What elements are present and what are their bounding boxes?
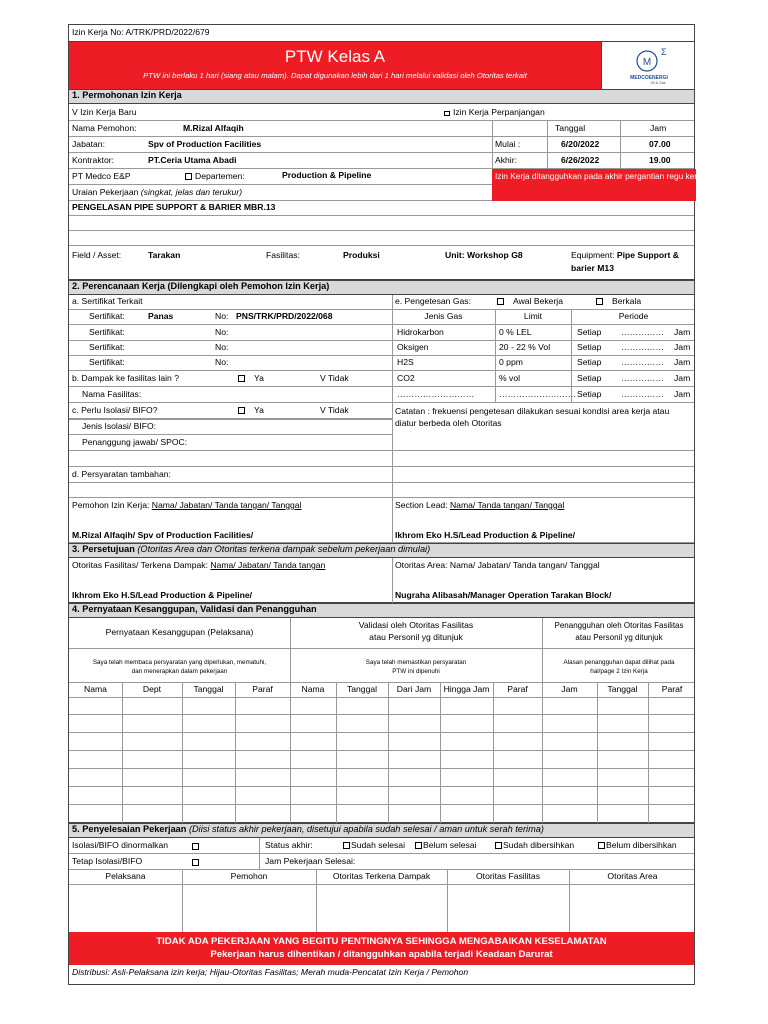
start-time: 07.00 [649, 139, 671, 149]
impact-yes-option[interactable] [238, 374, 264, 384]
gas-periodic-option[interactable] [596, 297, 641, 307]
isolation-fixed-label: Tetap Isolasi/BIFO [72, 856, 143, 866]
status-not-cleaned-option[interactable] [598, 841, 677, 851]
cert-no-label: No: [215, 327, 229, 337]
facility-authority-signature: Ikhrom Eko H.S/Lead Production & Pipeline/ [72, 590, 253, 600]
signoff-facility-authority: Otoritas Fasilitas [476, 871, 540, 881]
section-5-header [69, 823, 694, 838]
description-label-row [69, 185, 492, 201]
facility-authority-label: Otoritas Fasilitas/ Terkena Dampak: [72, 560, 208, 570]
status-not-done-option[interactable] [415, 841, 477, 851]
department-label: Departemen: [195, 171, 245, 181]
suspension-header: Penangguhan oleh Otoritas Fasilitas [554, 621, 684, 630]
gas-dots: …………… [621, 389, 664, 399]
end-label: Akhir: [495, 155, 517, 165]
title-banner [69, 42, 601, 89]
equipment-label: Equipment: [571, 250, 615, 260]
gas-start-label: Awal Bekerja [513, 296, 563, 306]
section-lead-format: Nama/ Tanda tangan/ Tanggal [449, 500, 565, 510]
cert-1-type: Panas [148, 311, 174, 321]
section-3-title: 3. Persetujuan [72, 544, 135, 554]
gas-every: Setiap [577, 327, 602, 337]
gas-every: Setiap [577, 373, 602, 383]
description-blank-2 [69, 231, 694, 246]
end-date: 6/26/2022 [561, 155, 600, 165]
logo-text: MEDCOENERGI [630, 75, 668, 81]
position-row [69, 137, 694, 153]
contractor-row [69, 153, 694, 169]
section-3-note: (Otoritas Area dan Otoritas terkena dampak sebelum pekerjaan dimulai) [137, 544, 431, 554]
suspension-header-2: atau Personil yg ditunjuk [575, 633, 663, 642]
cert-label: Sertifikat: [89, 311, 125, 321]
field-value: Tarakan [148, 250, 181, 260]
department-value: Production & Pipeline [282, 170, 372, 180]
gas-hours: Jam [674, 342, 691, 352]
gas-dots: …………… [621, 357, 664, 367]
pic-row [69, 435, 694, 451]
gas-name: CO2 [397, 373, 415, 383]
gas-limit: 0 % LEL [499, 327, 532, 337]
status-done-label: Sudah selesai [351, 840, 405, 850]
company-value: PT Medco E&P [72, 171, 131, 181]
finish-time-label: Jam Pekerjaan Selesai: [265, 856, 356, 866]
gas-name: H2S [397, 357, 414, 367]
approval-row [69, 558, 694, 603]
section-4-notes [69, 649, 694, 683]
unit-value: Unit: Workshop G8 [445, 250, 523, 260]
section-2-signatures [69, 498, 694, 543]
gas-every: Setiap [577, 389, 602, 399]
final-status-label: Status akhir: [265, 840, 313, 850]
facility-value: Produksi [343, 250, 380, 260]
gas-every: Setiap [577, 342, 602, 352]
yes-label: Ya [254, 405, 264, 415]
col-paraf: Paraf [252, 684, 273, 694]
extra-requirements-label: d. Persyaratan tambahan: [72, 469, 171, 479]
table-row [69, 733, 694, 751]
extra-requirements-row [69, 467, 694, 483]
validation-note: Saya telah memastikan persyaratan [365, 659, 467, 666]
safety-line-2: Pekerjaan harus dihentikan / ditangguhkan apabila terjadi Keadaan Darurat [210, 949, 553, 961]
equipment-value-2: barier M13 [571, 263, 614, 273]
area-authority-label: Otoritas Area: Nama/ Jabatan/ Tanda tangan/ Tanggal [395, 560, 600, 570]
signoff-applicant: Pemohon [230, 871, 268, 881]
department-option[interactable] [185, 172, 245, 182]
logo-subtext: Oil & Gas [650, 81, 666, 85]
contractor-value: PT.Ceria Utama Abadi [148, 155, 237, 165]
facility-name-label: Nama Fasilitas: [82, 389, 142, 399]
isolation-yes-option[interactable] [238, 406, 264, 416]
section-2-header [69, 280, 694, 295]
date-header: Tanggal [555, 123, 586, 133]
cert-header: a. Sertifikat Terkait [72, 296, 143, 306]
field-label: Field / Asset: [72, 250, 122, 260]
statement-header: Pernyataan Kesanggupan (Pelaksana) [105, 627, 254, 637]
applicant-sign-label: Pemohon Izin Kerja: [72, 500, 150, 510]
description-hint: (singkat, jelas dan terukur) [140, 187, 243, 197]
limit-header: Limit [523, 311, 543, 321]
status-cleaned-option[interactable] [495, 841, 574, 851]
facility-label: Fasilitas: [266, 250, 300, 260]
applicant-name: M.Rizal Alfaqih [183, 123, 244, 133]
section-1-header [69, 89, 694, 104]
permit-number: Izin Kerja No: A/TRK/PRD/2022/679 [72, 27, 210, 37]
cert-label: Sertifikat: [89, 342, 125, 352]
col-nama: Nama [301, 684, 325, 694]
company-row [69, 169, 492, 185]
gas-name: Hidrokarbon [397, 327, 444, 337]
safety-banner [69, 932, 694, 965]
yes-label: Ya [254, 373, 264, 383]
section-1-title: 1. Permohonan Izin Kerja [72, 90, 182, 100]
isolation-no-option[interactable]: V Tidak [320, 405, 349, 415]
gas-limit: ……………………… [499, 389, 577, 399]
gas-hours: Jam [674, 373, 691, 383]
gas-start-option[interactable] [497, 297, 563, 307]
form-title: PTW Kelas A [284, 47, 386, 66]
table-row [69, 698, 694, 715]
section-lead-signature: Ikhrom Eko H.S/Lead Production & Pipeline/ [395, 530, 576, 540]
work-description: PENGELASAN PIPE SUPPORT & BARIER MBR.13 [72, 202, 276, 212]
blank-row [69, 451, 694, 467]
validation-header: Validasi oleh Otoritas Fasilitas [358, 620, 474, 630]
isolation-fixed-checkbox[interactable] [192, 859, 199, 866]
gas-hours: Jam [674, 389, 691, 399]
status-cleaned-label: Sudah dibersihkan [503, 840, 575, 850]
company-logo [601, 42, 696, 89]
cert-row-3 [69, 341, 694, 356]
cert-label: Sertifikat: [89, 327, 125, 337]
status-not-done-label: Belum selesai [423, 840, 477, 850]
gas-type-header: Jenis Gas [424, 311, 463, 321]
col-nama: Nama [84, 684, 107, 694]
signoff-sign-row [69, 885, 694, 932]
col-tanggal: Tanggal [193, 684, 224, 694]
permit-number-row [69, 25, 694, 42]
isolation-type-row [69, 419, 392, 435]
section-lead-label: Section Lead: [395, 500, 448, 510]
extension-option[interactable] [444, 108, 545, 118]
logo-letter: M [642, 57, 652, 68]
cert-row-1 [69, 310, 694, 325]
permit-form [68, 24, 751, 985]
section-4-col-headers [69, 618, 694, 649]
section-4-table-header [69, 683, 694, 698]
gas-dots: …………… [621, 327, 664, 337]
suspension-note-text-2: hal/page 2 Izin Kerja [590, 668, 648, 675]
gas-name: Oksigen [397, 342, 429, 352]
gas-periodic-label: Berkala [612, 296, 642, 306]
end-time: 19.00 [649, 155, 671, 165]
period-header: Periode [618, 311, 649, 321]
section-5-title: 5. Penyelesaian Pekerjaan [72, 824, 187, 834]
statement-note-2: dan menerapkan dalam pekerjaan [131, 668, 228, 675]
signoff-header-row [69, 870, 694, 885]
time-header: Jam [650, 123, 667, 133]
facility-authority-format: Nama/ Jabatan/ Tanda tangan [210, 560, 326, 570]
isolation-normalized-checkbox[interactable] [192, 843, 199, 850]
completion-time-row [69, 854, 694, 870]
impact-no-option[interactable]: V Tidak [320, 373, 349, 383]
description-blank-1 [69, 216, 694, 231]
col-to-time: Hingga Jam [443, 684, 490, 694]
cert-row-4 [69, 356, 694, 371]
applicant-row [69, 121, 694, 137]
cert-1-number: PNS/TRK/PRD/2022/068 [236, 311, 333, 321]
gas-every: Setiap [577, 357, 602, 367]
safety-line-1: TIDAK ADA PEKERJAAN YANG BEGITU PENTINGNYA SEHINGGA MENGABAIKAN KESELAMATAN [156, 936, 607, 947]
isolation-row [69, 403, 392, 419]
table-row [69, 769, 694, 787]
cert-no-label: No: [215, 357, 229, 367]
extension-label: Izin Kerja Perpanjangan [453, 107, 545, 117]
location-row [69, 246, 694, 280]
cert-no-label: No: [215, 311, 229, 321]
gas-limit: 20 - 22 % Vol [499, 342, 551, 352]
gas-test-note: Catatan : frekuensi pengetesan dilakukan sesuai kondisi area kerja atau diatur berbeda oleh Otoritas [395, 406, 670, 429]
gas-hours: Jam [674, 357, 691, 367]
validation-header-2: atau Personil yg ditunjuk [369, 632, 463, 642]
description-row [69, 201, 694, 216]
col-dept: Dept [142, 684, 162, 694]
gas-test-header: e. Pengetesan Gas: [395, 296, 471, 306]
contractor-label: Kontraktor: [72, 155, 115, 165]
isolation-type-label: Jenis Isolasi/ BIFO: [82, 421, 157, 431]
start-date: 6/20/2022 [561, 139, 600, 149]
blank-row [69, 483, 694, 498]
statement-note: Saya telah membaca persyaratan yang diperlukan, mematuhi, [92, 659, 267, 666]
col-tanggal: Tanggal [607, 684, 638, 694]
gas-limit: 0 ppm [499, 357, 523, 367]
status-done-option[interactable] [343, 841, 405, 851]
table-row [69, 787, 694, 805]
section-3-header [69, 543, 694, 558]
col-from-time: Dari Jam [396, 684, 432, 694]
section-2-title: 2. Perencanaan Kerja (Dilengkapi oleh Pemohon Izin Kerja) [72, 281, 330, 291]
section-5-note: (Diisi status akhir pekerjaan, disetujui apabila sudah selesai / aman untuk serah terima) [188, 824, 544, 834]
form-subtitle: PTW ini berlaku 1 hari (siang atau malam). Dapat digunakan lebih dari 1 hari melalui validasi oleh Otoritas terkait [143, 70, 527, 80]
isolation-label: c. Perlu Isolasi/ BIFO? [72, 405, 158, 415]
equipment-value: Pipe Support & [616, 250, 679, 260]
col-tanggal: Tanggal [346, 684, 378, 694]
facility-name-row [69, 387, 694, 403]
section-4-header [69, 603, 694, 618]
pic-label: Penanggung jawab/ SPOC: [82, 437, 188, 447]
suspension-note: Izin Kerja ditangguhkan pada akhir pergantian regu kerja / shift harian [492, 169, 696, 201]
impact-label: b. Dampak ke fasilitas lain ? [72, 373, 179, 383]
cert-row-2 [69, 325, 694, 341]
cert-header-row [69, 295, 694, 310]
gas-limit: % vol [499, 373, 521, 383]
gas-hours: Jam [674, 327, 691, 337]
col-paraf: Paraf [507, 684, 528, 694]
applicant-label: Nama Pemohon: [72, 123, 137, 133]
signoff-affected-authority: Otoritas Terkena Dampak [332, 871, 431, 881]
cert-label: Sertifikat: [89, 357, 125, 367]
signoff-area-authority: Otoritas Area [607, 871, 658, 881]
col-paraf: Paraf [661, 684, 683, 694]
logo-sigma: Σ [661, 47, 667, 57]
impact-row [69, 371, 694, 387]
description-label: Uraian Pekerjaan [72, 187, 139, 197]
validation-note-2: PTW ini dipenuhi [392, 668, 440, 675]
permit-type-row [69, 104, 694, 121]
table-row [69, 715, 694, 733]
applicant-sign-format: Nama/ Jabatan/ Tanda tangan/ Tanggal [151, 500, 302, 510]
gas-dots: …………… [621, 342, 664, 352]
section-4-title: 4. Pernyataan Kesanggupan, Validasi dan Penangguhan [72, 604, 317, 614]
start-label: Mulai : [495, 139, 521, 149]
position-value: Spv of Production Facilities [148, 139, 262, 149]
distribution-note: Distribusi: Asli-Pelaksana izin kerja; Hijau-Otoritas Fasilitas; Merah muda-Pencatat Izin Kerja / Pemohon [72, 967, 469, 977]
gas-dots: …………… [621, 373, 664, 383]
area-authority-signature: Nugraha Alibasah/Manager Operation Tarakan Block/ [395, 590, 612, 600]
table-row [69, 751, 694, 769]
gas-name: ……………………… [397, 389, 475, 399]
signoff-executor: Pelaksana [105, 871, 146, 881]
applicant-signature: M.Rizal Alfaqih/ Spv of Production Facilities/ [72, 530, 254, 540]
suspension-note-text: Alasan penangguhan dapat dilihat pada [563, 659, 675, 666]
new-permit-option[interactable]: V Izin Kerja Baru [72, 107, 137, 117]
completion-status-row [69, 838, 694, 854]
isolation-normalized-label: Isolasi/BIFO dinormalkan [72, 840, 168, 850]
cert-no-label: No: [215, 342, 229, 352]
col-jam: Jam [561, 684, 578, 694]
status-not-cleaned-label: Belum dibersihkan [606, 840, 677, 850]
table-row [69, 805, 694, 823]
medco-logo-icon [602, 42, 697, 89]
position-label: Jabatan: [72, 139, 105, 149]
